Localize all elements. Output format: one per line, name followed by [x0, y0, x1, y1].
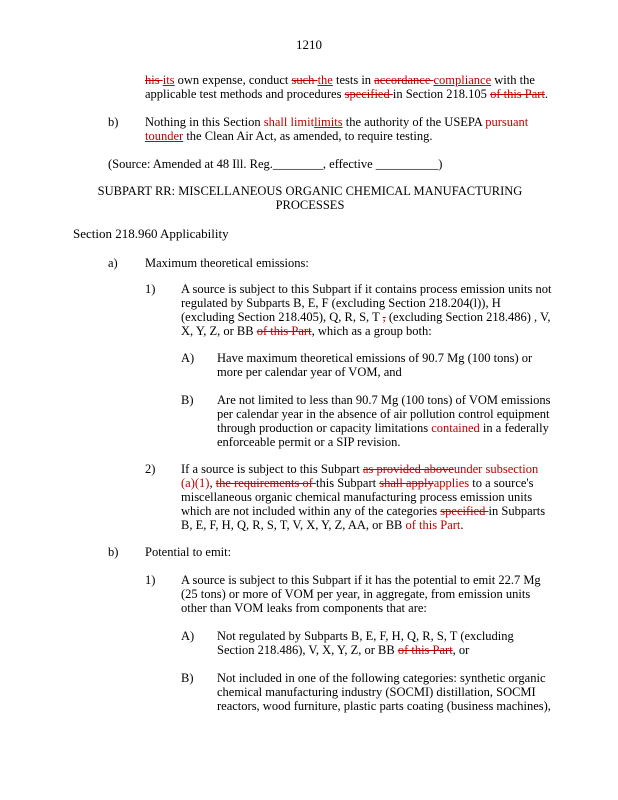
paragraph-a-1-B: [217, 393, 577, 449]
text: B, E, F, H, Q, R, S, T, V, X, Y, Z, AA, or BB: [181, 518, 406, 532]
text: , or: [452, 643, 470, 657]
paragraph-line: [217, 421, 577, 435]
subsection-heading: Potential to emit:: [145, 545, 232, 559]
paragraph-line: [145, 115, 585, 129]
paragraph-line: [181, 476, 581, 490]
paragraph-line: A source is subject to this Subpart if it contains process emission units not: [181, 282, 552, 296]
inserted-text: (a)(1): [181, 476, 210, 490]
paragraph-line: Not included in one of the following categories: synthetic organic: [217, 671, 546, 685]
text: Section 218.486), V, X, Y, Z, or BB: [217, 643, 398, 657]
item-label: A): [181, 351, 195, 365]
inserted-text: applies: [433, 476, 470, 490]
text: Nothing in this Section: [145, 115, 264, 129]
inserted-text: under subsection: [453, 462, 539, 476]
text: this Subpart: [316, 476, 380, 490]
text: with the: [491, 73, 535, 87]
inserted-text: the: [317, 73, 333, 87]
paragraph-b-testing: [145, 115, 585, 143]
deleted-text: of this Part: [256, 324, 312, 338]
subsection-label: a): [108, 256, 118, 270]
item-label: 2): [145, 462, 156, 476]
paragraph-line: chemical manufacturing industry (SOCMI) distillation, SOCMI: [217, 685, 536, 699]
paragraph-line: [181, 310, 581, 324]
paragraph-line: Are not limited to less than 90.7 Mg (100 tons) of VOM emissions: [217, 393, 551, 407]
inserted-text: to: [145, 129, 155, 143]
text: in Section 218.105: [392, 87, 491, 101]
text: to a source's: [469, 476, 534, 490]
inserted-text: pursuant: [485, 115, 529, 129]
text: applicable test methods and procedures: [145, 87, 345, 101]
top-paragraph: [145, 73, 585, 101]
deleted-text: specified: [344, 87, 393, 101]
item-label: B): [181, 393, 194, 407]
text: own expense, conduct: [174, 73, 292, 87]
inserted-text: contained: [431, 421, 480, 435]
text: in a federally: [479, 421, 549, 435]
inserted-text: under: [154, 129, 184, 143]
text: , which as a group both:: [311, 324, 432, 338]
paragraph-line: [217, 643, 577, 657]
paragraph-b-1: [181, 573, 581, 615]
top-paragraph-line-1: [145, 73, 585, 87]
paragraph-line: [181, 518, 581, 532]
text: tests in: [332, 73, 375, 87]
text: If a source is subject to this Subpart: [181, 462, 363, 476]
item-label: A): [181, 629, 195, 643]
text: through production or capacity limitations: [217, 421, 432, 435]
text: the Clean Air Act, as amended, to require testing.: [183, 129, 433, 143]
text: which are not included within any of the categories: [181, 504, 441, 518]
paragraph-line: regulated by Subparts B, E, F (excluding Section 218.204(l)), H: [181, 296, 501, 310]
paragraph-line: [181, 324, 581, 338]
inserted-text: limits: [314, 115, 343, 129]
text: (excluding Section 218.486) , V,: [385, 310, 551, 324]
item-label: B): [181, 671, 194, 685]
paragraph-line: Have maximum theoretical emissions of 90.7 Mg (100 tons) or: [217, 351, 533, 365]
paragraph-a-1: [181, 282, 581, 338]
subsection-label: b): [108, 115, 119, 129]
text: the authority of the USEPA: [342, 115, 486, 129]
deleted-text: of this Part: [397, 643, 453, 657]
subpart-title-line: PROCESSES: [275, 198, 345, 212]
item-label: 1): [145, 573, 156, 587]
deleted-text: specified: [440, 504, 489, 518]
deleted-text: of this Part: [490, 87, 545, 101]
paragraph-a-2: [181, 462, 581, 532]
text: X, Y, Z, or BB: [181, 324, 257, 338]
page-number: 1210: [296, 37, 322, 52]
text: (excluding Section 218.405), Q, R, S, T: [181, 310, 383, 324]
subpart-title: [60, 184, 560, 212]
item-label: 1): [145, 282, 156, 296]
inserted-text: its: [162, 73, 175, 87]
text: ,: [209, 476, 216, 490]
paragraph-line: reactors, wood furniture, plastic parts coating (business machines),: [217, 699, 551, 713]
inserted-text: of this Part: [405, 518, 461, 532]
paragraph-line: other than VOM leaks from components that are:: [181, 601, 427, 615]
deleted-text: ,: [382, 310, 386, 324]
paragraph-line: miscellaneous organic chemical manufacturing process emission units: [181, 490, 533, 504]
deleted-text: his: [145, 73, 163, 87]
text: .: [460, 518, 464, 532]
paragraph-line: Not regulated by Subparts B, E, F, H, Q, R, S, T (excluding: [217, 629, 514, 643]
source-note: (Source: Amended at 48 Ill. Reg.________, effective __________): [108, 157, 443, 171]
paragraph-line: [181, 504, 581, 518]
subsection-label: b): [108, 545, 119, 559]
paragraph-line: enforceable permit or a SIP revision.: [217, 435, 401, 449]
text: in Subparts: [488, 504, 546, 518]
section-heading: Section 218.960 Applicability: [73, 226, 229, 241]
paragraph-line: A source is subject to this Subpart if it has the potential to emit 22.7 Mg: [181, 573, 541, 587]
paragraph-b-1-A: [217, 629, 577, 657]
paragraph-line: more per calendar year of VOM, and: [217, 365, 402, 379]
deleted-text: as provided above: [362, 462, 454, 476]
paragraph-line: [181, 462, 581, 476]
paragraph-b-1-B: [217, 671, 587, 713]
inserted-text: compliance: [433, 73, 492, 87]
top-paragraph-line-2: [145, 87, 585, 101]
deleted-text: such: [291, 73, 318, 87]
inserted-text: shall limit: [263, 115, 315, 129]
deleted-text: shall apply: [379, 476, 434, 490]
paragraph-line: [145, 129, 585, 143]
text: .: [544, 87, 549, 101]
paragraph-a-1-A: [217, 351, 567, 379]
paragraph-line: (25 tons) or more of VOM per year, in aggregate, from emission units: [181, 587, 531, 601]
subsection-heading: Maximum theoretical emissions:: [145, 256, 309, 270]
subpart-title-line: SUBPART RR: MISCELLANEOUS ORGANIC CHEMICAL MANUFACTURING: [97, 184, 523, 198]
deleted-text: the requirements of: [215, 476, 317, 490]
paragraph-line: per calendar year in the absence of air pollution control equipment: [217, 407, 550, 421]
deleted-text: accordance: [374, 73, 434, 87]
